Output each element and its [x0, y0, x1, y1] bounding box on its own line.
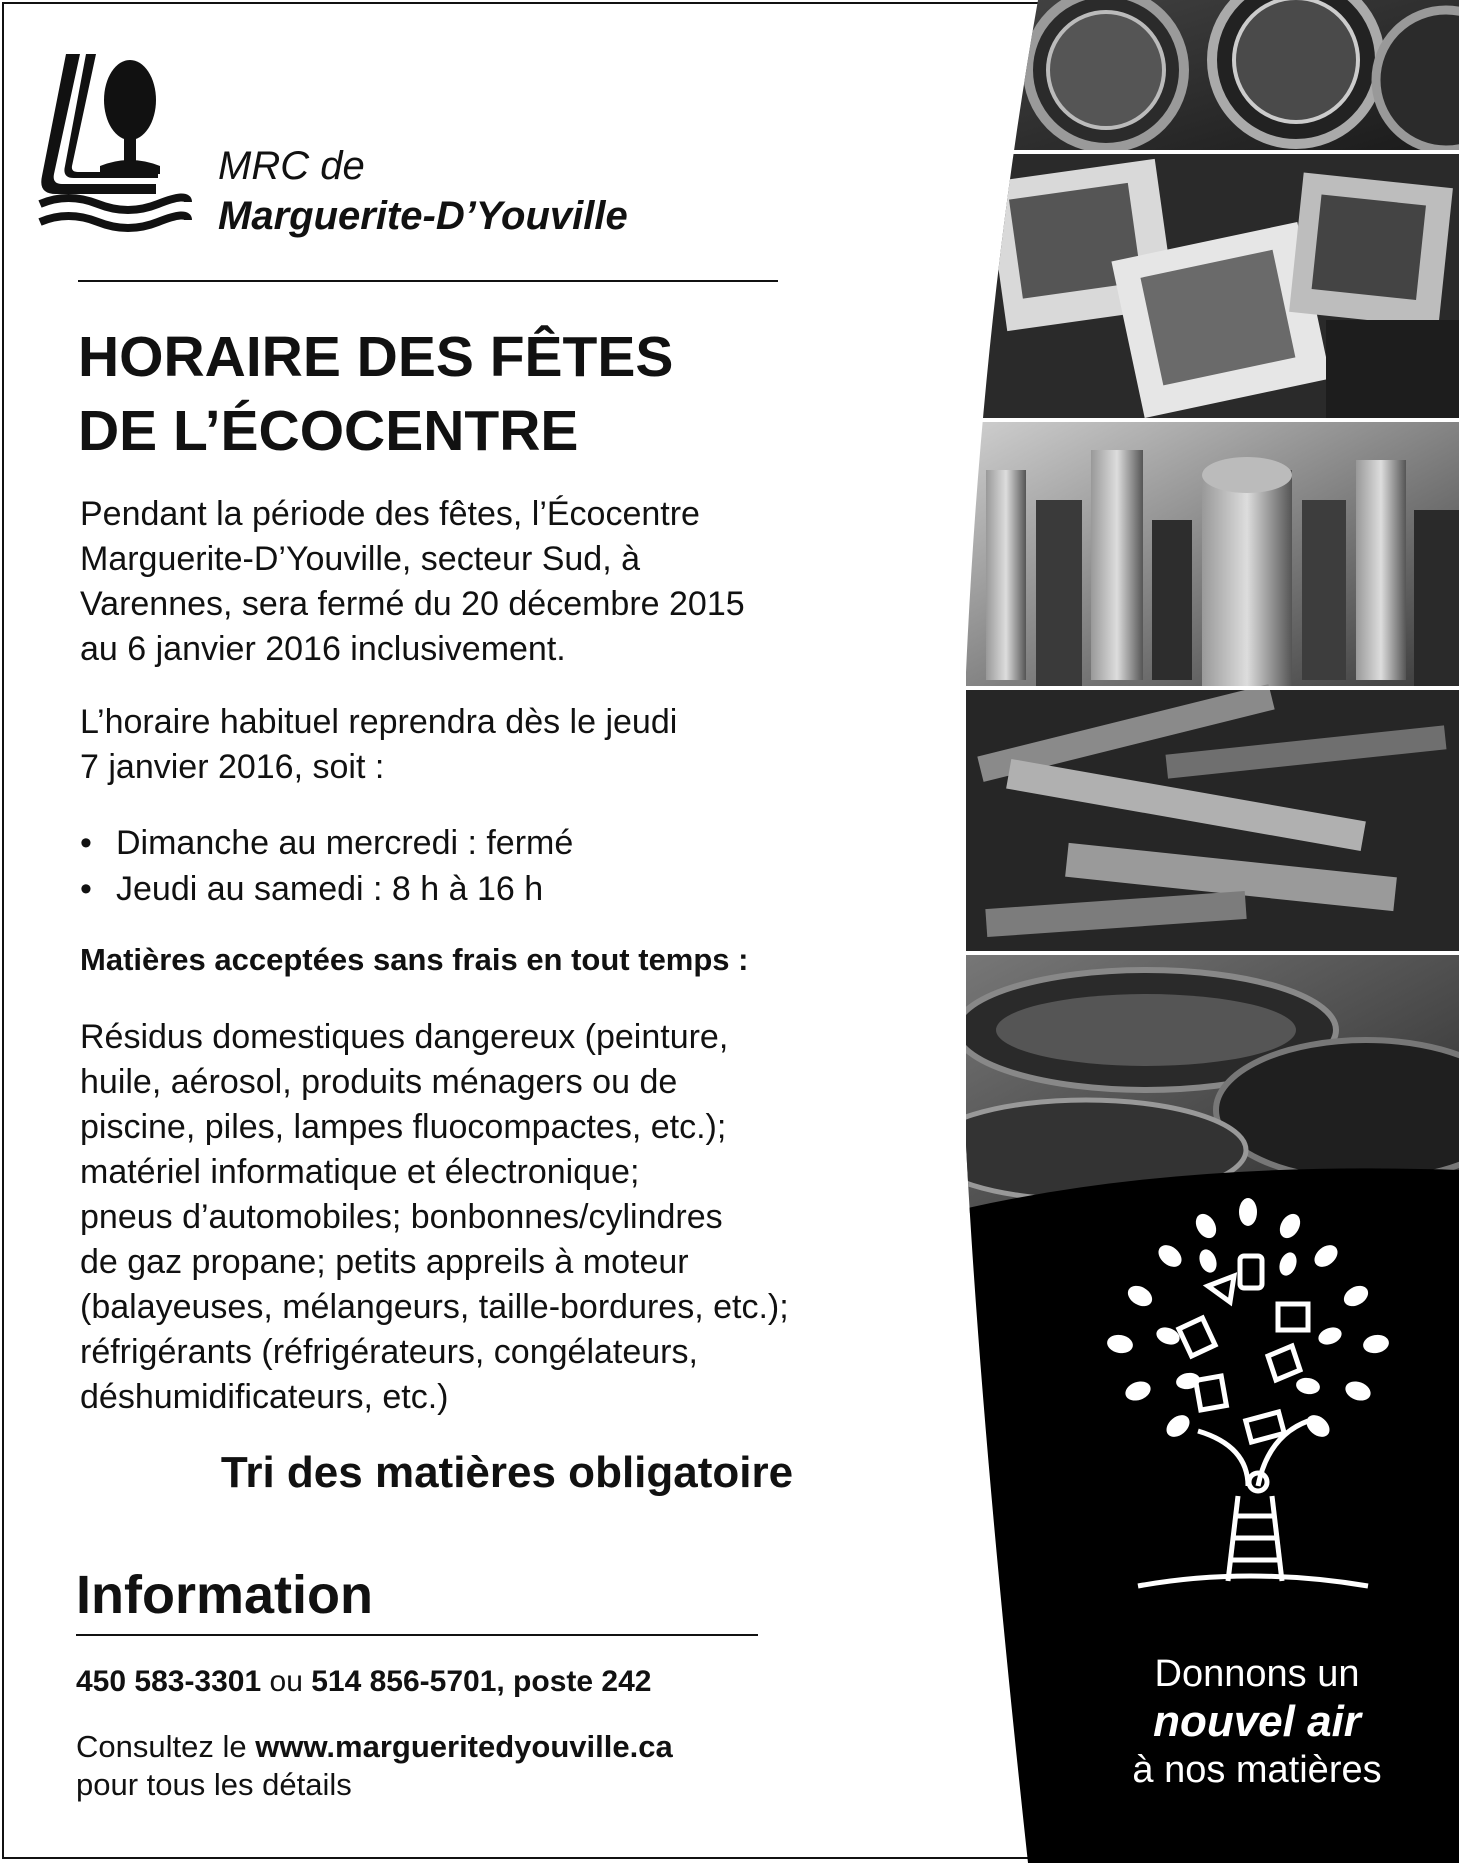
schedule-item: • Dimanche au mercredi : fermé — [80, 820, 573, 866]
accepted-line: de gaz propane; petits appreils à moteur — [80, 1243, 689, 1281]
phone-number-2[interactable]: 514 856-5701, poste 242 — [311, 1665, 652, 1698]
resume-line: L’horaire habituel reprendra dès le jeudi — [80, 703, 678, 741]
photo-wood-scraps — [966, 684, 1459, 953]
accepted-line: (balayeuses, mélangeurs, taille-bordures, etc.); — [80, 1288, 789, 1326]
header-divider — [78, 280, 778, 282]
phone-number-1[interactable]: 450 583-3301 — [76, 1665, 262, 1698]
intro-line: au 6 janvier 2016 inclusivement. — [80, 630, 566, 668]
org-line-1: MRC de — [218, 144, 365, 188]
phone-or: ou — [261, 1665, 312, 1698]
accepted-line: pneus d’automobiles; bonbonnes/cylindres — [80, 1198, 723, 1236]
eco-tree-icon — [1098, 1186, 1398, 1596]
slogan-line-2: nouvel air — [1153, 1697, 1361, 1746]
accepted-materials-heading: Matières acceptées sans frais en tout temps : — [80, 942, 749, 977]
accepted-line: déshumidificateurs, etc.) — [80, 1378, 449, 1416]
accepted-line: Résidus domestiques dangereux (peinture, — [80, 1018, 729, 1056]
schedule-item: • Jeudi au samedi : 8 h à 16 h — [80, 866, 573, 912]
phone-line — [76, 1665, 651, 1699]
organization-name — [218, 146, 628, 236]
accepted-line: piscine, piles, lampes fluocompactes, etc.); — [80, 1108, 727, 1146]
slogan-line-1: Donnons un — [1154, 1653, 1360, 1695]
intro-line: Pendant la période des fêtes, l’Écocentre — [80, 495, 700, 533]
intro-paragraph — [80, 492, 745, 672]
title-line-2: DE L’ÉCOCENTRE — [78, 399, 579, 463]
website-line — [76, 1728, 673, 1804]
photo-batteries — [966, 420, 1459, 690]
org-line-2: Marguerite-D’Youville — [218, 194, 628, 238]
accepted-line: réfrigérants (réfrigérateurs, congélateurs, — [80, 1333, 698, 1371]
consult-prefix: Consultez le — [76, 1729, 256, 1764]
resume-line: 7 janvier 2016, soit : — [80, 748, 385, 786]
accepted-materials-text — [80, 1015, 960, 1420]
information-divider — [76, 1634, 758, 1636]
slogan — [1072, 1652, 1442, 1792]
accepted-line: huile, aérosol, produits ménagers ou de — [80, 1063, 678, 1101]
schedule-list — [80, 820, 573, 912]
mrc-tree-logo-icon — [38, 54, 218, 234]
resume-paragraph — [80, 700, 677, 790]
information-heading: Information — [76, 1565, 373, 1625]
title-line-1: HORAIRE DES FÊTES — [78, 325, 674, 389]
accepted-line: matériel informatique et électronique; — [80, 1153, 640, 1191]
website-link[interactable]: www.margueritedyouville.ca — [255, 1729, 673, 1764]
photo-paint-cans — [966, 0, 1459, 152]
page-title — [78, 320, 673, 468]
photo-computer-monitors — [966, 152, 1459, 420]
intro-line: Varennes, sera fermé du 20 décembre 2015 — [80, 585, 745, 623]
consult-suffix: pour tous les détails — [76, 1767, 352, 1802]
sorting-notice: Tri des matières obligatoire — [220, 1448, 794, 1497]
slogan-line-3: à nos matières — [1132, 1749, 1382, 1791]
intro-line: Marguerite-D’Youville, secteur Sud, à — [80, 540, 641, 578]
